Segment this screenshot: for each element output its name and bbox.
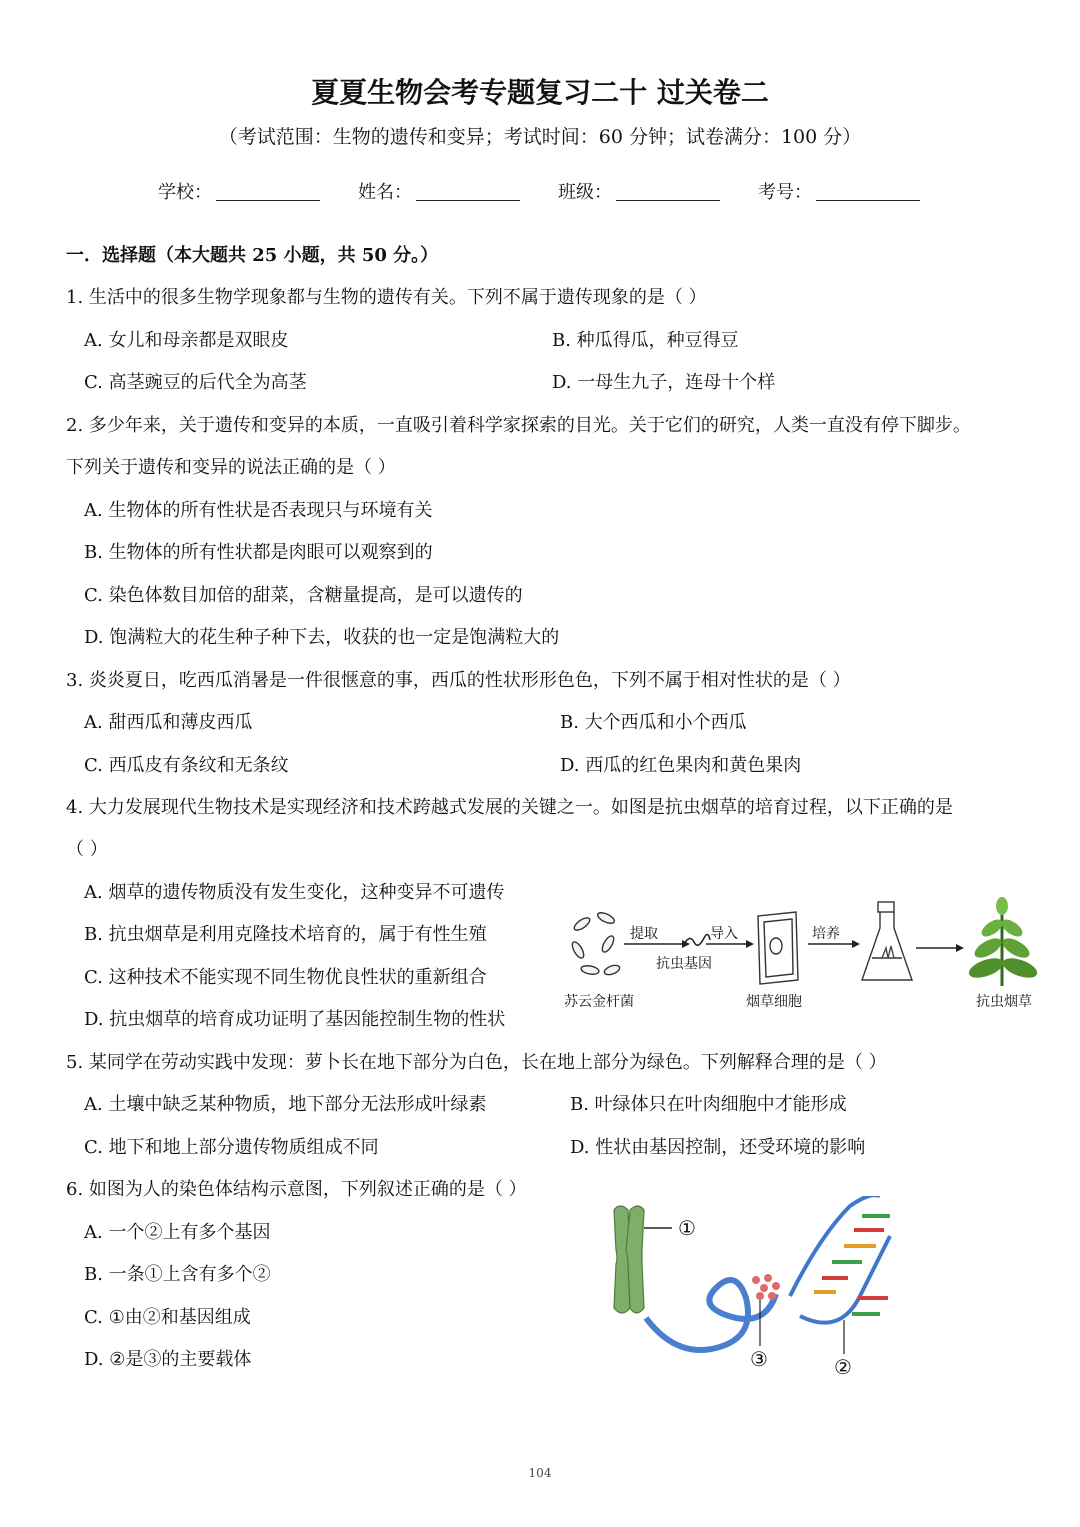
class-blank — [616, 186, 720, 201]
question-4-stem-cont: （ ） — [66, 839, 108, 860]
label-tobacco-cell: 烟草细胞 — [746, 994, 802, 1010]
name-label: 姓名： — [358, 182, 412, 203]
exam-number-blank — [816, 186, 920, 201]
name-field — [358, 182, 520, 204]
question-4-option-d: D. 抗虫烟草的培育成功证明了基因能控制生物的性状 — [84, 1009, 506, 1030]
question-1-option-b: B. 种瓜得瓜，种豆得豆 — [552, 330, 739, 351]
tobacco-cell-icon — [758, 912, 798, 984]
label-bacteria: 苏云金杆菌 — [564, 994, 634, 1010]
coiled-dna-icon — [646, 1280, 776, 1350]
question-3-option-b: B. 大个西瓜和小个西瓜 — [560, 712, 747, 733]
question-4-option-c: C. 这种技术不能实现不同生物优良性状的重新组合 — [84, 967, 487, 988]
question-5-option-d: D. 性状由基因控制，还受环境的影响 — [570, 1137, 866, 1158]
question-1-stem: 1. 生活中的很多生物学现象都与生物的遗传有关。下列不属于遗传现象的是（ ） — [66, 287, 707, 308]
page-title: 夏夏生物会考专题复习二十 过关卷二 — [311, 76, 769, 109]
question-4-stem: 4. 大力发展现代生物技术是实现经济和技术跨越式发展的关键之一。如图是抗虫烟草的培育过程，以下正确的是 — [66, 797, 953, 818]
dna-double-helix-icon — [790, 1196, 890, 1323]
bacteria-icon — [570, 911, 621, 977]
question-4-option-a: A. 烟草的遗传物质没有发生变化，这种变异不可遗传 — [84, 882, 505, 903]
question-3-stem: 3. 炎炎夏日，吃西瓜消暑是一件很惬意的事，西瓜的性状形形色色，下列不属于相对性状的是（ ） — [66, 670, 851, 691]
page-number: 104 — [528, 1466, 552, 1480]
label-import: 导入 — [710, 926, 738, 942]
label-gene: 抗虫基因 — [656, 956, 712, 972]
tobacco-plant-icon — [966, 897, 1039, 986]
question-5-stem: 5. 某同学在劳动实践中发现：萝卜长在地下部分为白色，长在地上部分为绿色。下列解释合理的是（ ） — [66, 1052, 887, 1073]
class-label: 班级： — [558, 182, 612, 203]
question-1-option-c: C. 高茎豌豆的后代全为高茎 — [84, 372, 307, 393]
question-3-option-a: A. 甜西瓜和薄皮西瓜 — [84, 712, 253, 733]
question-3-option-c: C. 西瓜皮有条纹和无条纹 — [84, 755, 289, 776]
question-1-option-a: A. 女儿和母亲都是双眼皮 — [84, 330, 289, 351]
question-4-option-b: B. 抗虫烟草是利用克隆技术培育的，属于有性生殖 — [84, 924, 487, 945]
question-5-option-c: C. 地下和地上部分遗传物质组成不同 — [84, 1137, 379, 1158]
question-2-stem-cont: 下列关于遗传和变异的说法正确的是（ ） — [66, 457, 396, 478]
question-2-option-c: C. 染色体数目加倍的甜菜，含糖量提高，是可以遗传的 — [84, 585, 523, 606]
question-6-option-c: C. ①由②和基因组成 — [84, 1307, 251, 1328]
question-5-option-a: A. 土壤中缺乏某种物质，地下部分无法形成叶绿素 — [84, 1094, 487, 1115]
question-6-option-b: B. 一条①上含有多个② — [84, 1264, 271, 1285]
school-field — [158, 182, 320, 204]
question-6-option-d: D. ②是③的主要载体 — [84, 1349, 252, 1370]
question-1-option-d: D. 一母生九子，连母十个样 — [552, 372, 776, 393]
transgenic-tobacco-figure — [560, 888, 1050, 1018]
question-2-stem: 2. 多少年来，关于遗传和变异的本质，一直吸引着科学家探索的目光。关于它们的研究，人类一直没有停下脚步。 — [66, 415, 971, 436]
school-blank — [216, 186, 320, 201]
chromosome-icon — [614, 1206, 644, 1313]
question-2-option-b: B. 生物体的所有性状都是肉眼可以观察到的 — [84, 542, 433, 563]
chromosome-structure-figure — [600, 1196, 900, 1386]
question-5-option-b: B. 叶绿体只在叶肉细胞中才能形成 — [570, 1094, 847, 1115]
label-tobacco-plant: 抗虫烟草 — [976, 994, 1032, 1010]
question-6-stem: 6. 如图为人的染色体结构示意图，下列叙述正确的是（ ） — [66, 1179, 527, 1200]
label-circled-1: ① — [678, 1216, 696, 1240]
histone-beads-icon — [752, 1274, 780, 1300]
exam-subtitle: （考试范围：生物的遗传和变异；考试时间：60 分钟；试卷满分：100 分） — [218, 126, 862, 148]
label-circled-3: ③ — [750, 1347, 768, 1371]
label-circled-2: ② — [834, 1355, 852, 1379]
school-label: 学校： — [158, 182, 212, 203]
question-2-option-a: A. 生物体的所有性状是否表现只与环境有关 — [84, 500, 433, 521]
label-culture: 培养 — [812, 926, 840, 942]
exam-number-field — [758, 182, 920, 204]
culture-flask-icon — [862, 902, 912, 980]
question-6-option-a: A. 一个②上有多个基因 — [84, 1222, 271, 1243]
exam-number-label: 考号： — [758, 182, 812, 203]
class-field — [558, 182, 720, 204]
section-heading: 一．选择题（本大题共 25 小题，共 50 分。） — [66, 245, 439, 266]
question-3-option-d: D. 西瓜的红色果肉和黄色果肉 — [560, 755, 802, 776]
question-2-option-d: D. 饱满粒大的花生种子种下去，收获的也一定是饱满粒大的 — [84, 627, 560, 648]
label-extract: 提取 — [630, 926, 658, 942]
name-blank — [416, 186, 520, 201]
